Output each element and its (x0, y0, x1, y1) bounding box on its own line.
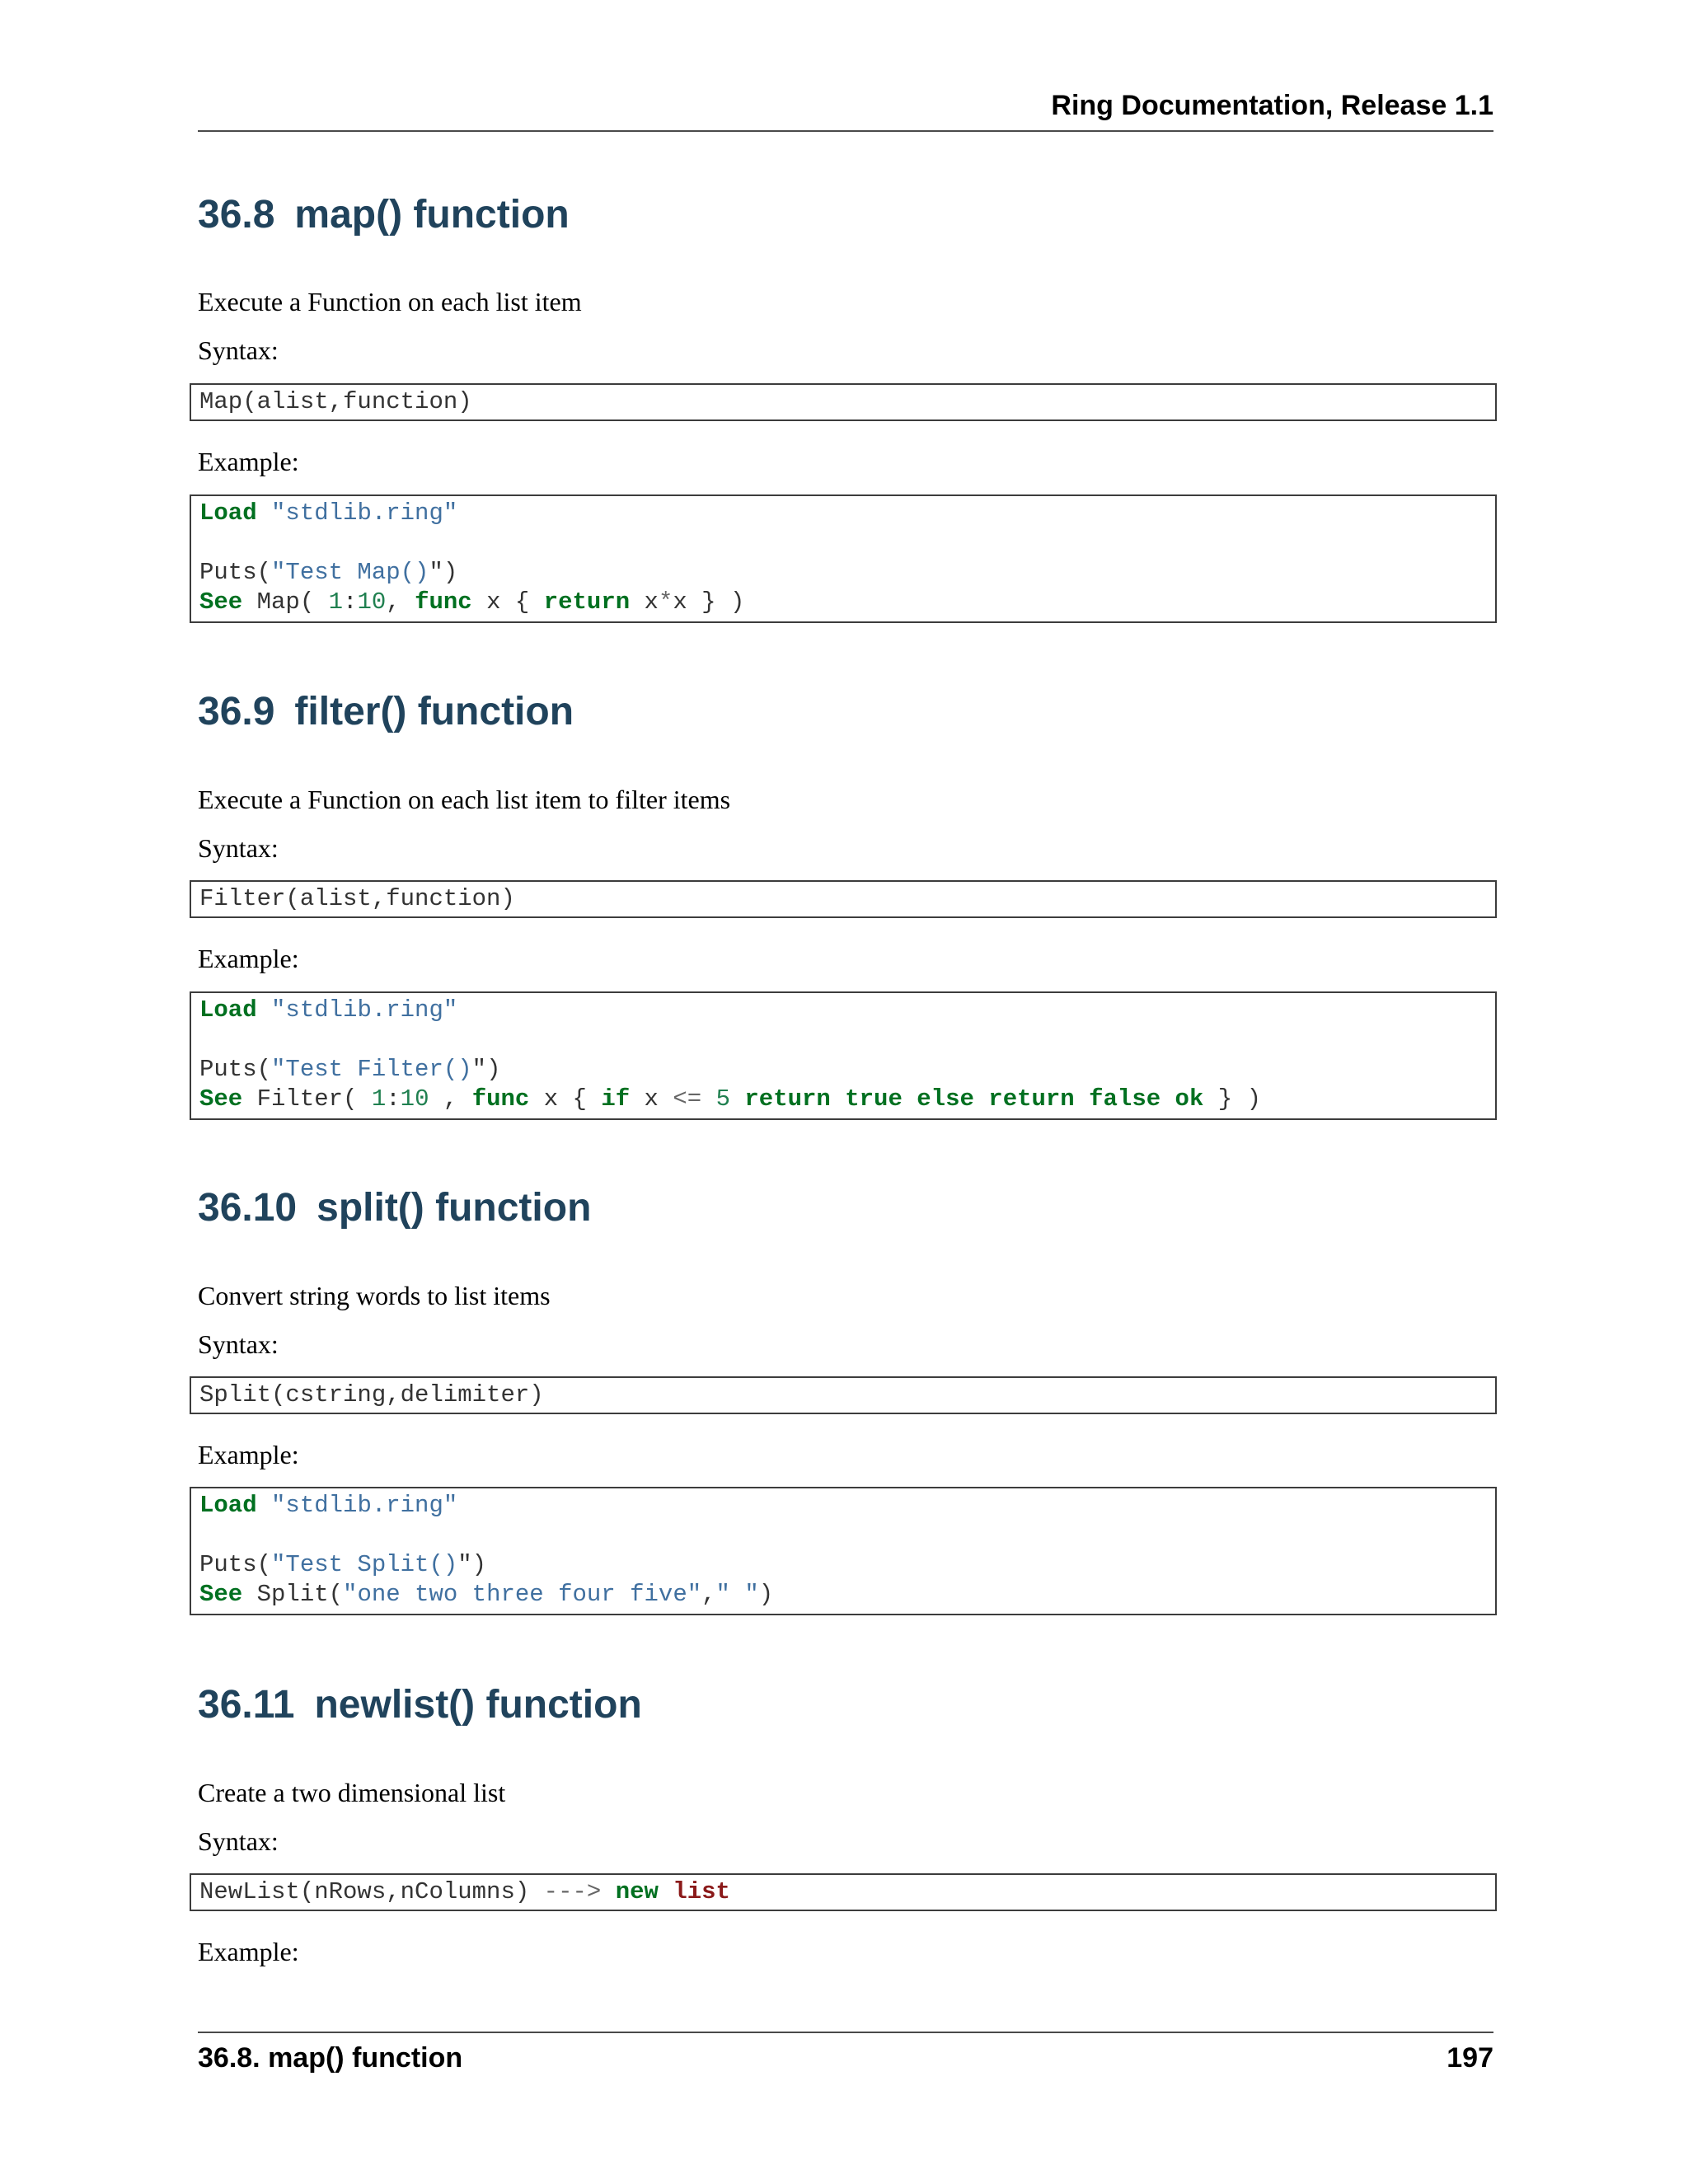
example-label: Example: (198, 1440, 299, 1469)
page-footer (198, 2032, 1493, 2083)
section-number: 36.11 (198, 1683, 295, 1727)
section-heading (198, 1185, 591, 1231)
syntax-code-block (190, 1376, 1497, 1414)
section-title: newlist() function (314, 1683, 642, 1727)
code-line: See Filter( 1:10 , func x { if x <= 5 return true else return false ok } ) (199, 1085, 1261, 1113)
syntax-code-block (190, 1873, 1497, 1911)
syntax-code-block (190, 880, 1497, 918)
section-number: 36.9 (198, 690, 275, 733)
code-line: Puts("Test Split()") (199, 1551, 487, 1578)
code-line: Puts("Test Map()") (199, 559, 458, 586)
section-title: map() function (294, 193, 570, 237)
code-line: See Split("one two three four five"," ") (199, 1581, 774, 1608)
example-code-block (190, 494, 1497, 623)
example-code-block (190, 1487, 1497, 1615)
code-line: Map(alist,function) (199, 388, 472, 415)
section-description: Convert string words to list items (198, 1281, 551, 1310)
syntax-code-block (190, 383, 1497, 421)
code-line: Load "stdlib.ring" (199, 499, 458, 527)
section-number: 36.8 (198, 193, 275, 237)
section-description: Execute a Function on each list item (198, 287, 582, 316)
section-heading (198, 192, 570, 238)
syntax-label: Syntax: (198, 833, 279, 863)
example-label: Example: (198, 944, 299, 973)
code-line: Filter(alist,function) (199, 885, 515, 912)
example-label: Example: (198, 1937, 299, 1966)
section-number: 36.10 (198, 1186, 298, 1230)
syntax-label: Syntax: (198, 1329, 279, 1359)
code-line: See Map( 1:10, func x { return x*x } ) (199, 588, 745, 616)
code-line: Split(cstring,delimiter) (199, 1381, 544, 1408)
page-header (198, 89, 1493, 132)
section-title: filter() function (294, 690, 574, 733)
section-title: split() function (316, 1186, 592, 1230)
syntax-label: Syntax: (198, 335, 279, 365)
code-line: Load "stdlib.ring" (199, 996, 458, 1024)
code-line: Load "stdlib.ring" (199, 1492, 458, 1519)
footer-section-ref: 36.8. map() function (198, 2042, 463, 2074)
syntax-label: Syntax: (198, 1826, 279, 1856)
example-label: Example: (198, 447, 299, 476)
example-code-block (190, 991, 1497, 1120)
section-heading (198, 689, 574, 735)
section-description: Create a two dimensional list (198, 1778, 506, 1807)
section-heading (198, 1682, 642, 1728)
section-description: Execute a Function on each list item to filter items (198, 785, 731, 814)
code-line: NewList(nRows,nColumns) ---> new list (199, 1878, 730, 1905)
running-title: Ring Documentation, Release 1.1 (1051, 90, 1493, 121)
page-number: 197 (1447, 2042, 1493, 2074)
code-line: Puts("Test Filter()") (199, 1056, 501, 1083)
